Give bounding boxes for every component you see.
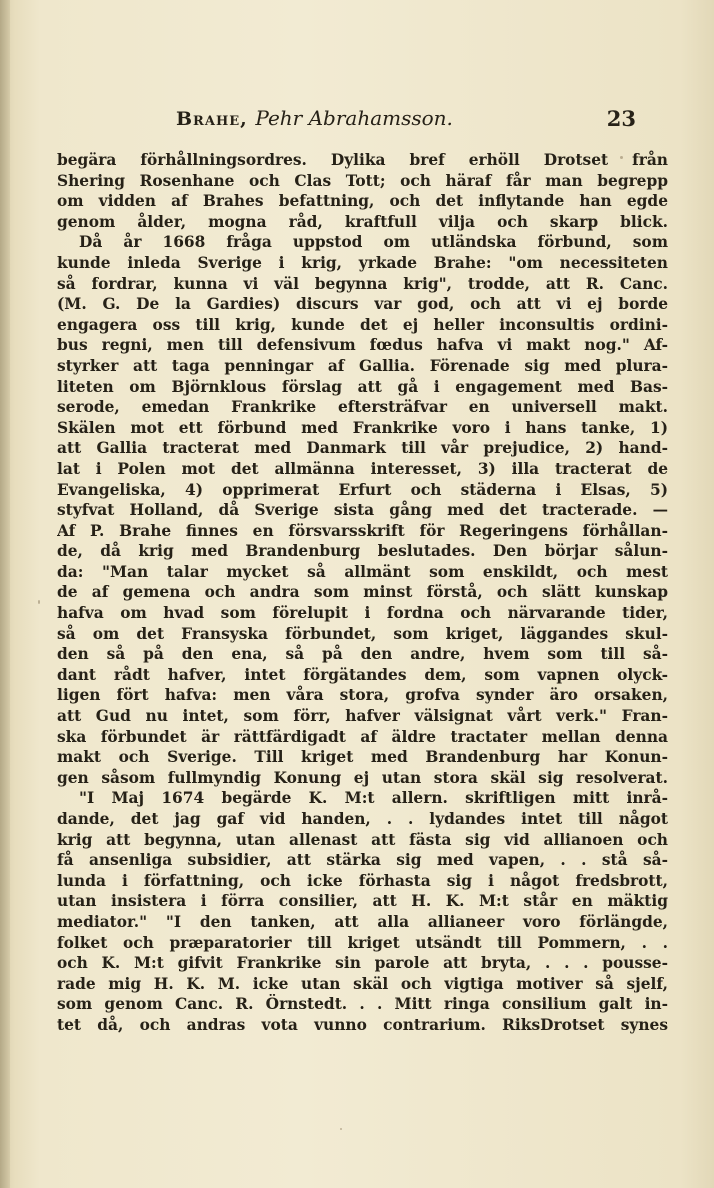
text-line: mediator." "I den tanken, att alla allianeer voro förlängde, [57, 912, 668, 931]
text-line: om vidden af Brahes befattning, och det inflytande han egde [57, 192, 668, 211]
text-line: lunda i författning, och icke förhasta sig i något fredsbrott, [57, 871, 668, 890]
text-line: kunde inleda Sverige i krig, yrkade Brahe: "om necessiteten [57, 253, 668, 272]
text-line: att Gallia tracterat med Danmark till vår prejudice, 2) hand- [57, 439, 668, 458]
text-line: så fordrar, kunna vi väl begynna krig", trodde, att R. Canc. [57, 274, 668, 293]
text-line: engagera oss till krig, kunde det ej heller inconsultis ordini- [57, 315, 668, 334]
text-line: styfvat Holland, då Sverige sista gång med det tracterade. — [57, 501, 668, 520]
text-line: (M. G. De la Gardies) discurs var god, och att vi ej borde [57, 295, 668, 314]
text-line: styrker att taga penningar af Gallia. Förenade sig med plura- [57, 356, 668, 375]
text-line: dant rådt hafver, intet förgätandes dem, som vapnen olyck- [57, 665, 668, 684]
text-line: "I Maj 1674 begärde K. M:t allern. skriftligen mitt inrå- [79, 789, 668, 808]
text-line: att Gud nu intet, som förr, hafver välsignat vårt verk." Fran- [57, 707, 668, 726]
text-line: begära förhållningsordres. Dylika bref erhöll Drotset från [57, 151, 668, 169]
text-line: Då år 1668 fråga uppstod om utländska förbund, som [79, 233, 668, 252]
text-line: hafva om hvad som förelupit i fordna och närvarande tider, [57, 604, 668, 623]
text-line: gen såsom fullmyndig Konung ej utan stora skäl sig resolverat. [57, 768, 668, 787]
paper-spot [340, 1128, 342, 1130]
running-head-title [176, 106, 453, 130]
text-line: genom ålder, mogna råd, kraftfull vilja och skarp blick. [57, 212, 668, 231]
text-line: som genom Canc. R. Örnstedt. . . Mitt ringa consilium galt in- [57, 995, 668, 1014]
text-line: liteten om Björnklous förslag att gå i engagement med Bas- [57, 377, 668, 396]
body-text [57, 150, 668, 1036]
text-line: krig att begynna, utan allenast att fästa sig vid allianoen och [57, 830, 668, 849]
page-number: 23 [606, 106, 636, 131]
text-line: da: "Man talar mycket så allmänt som enskildt, och mest [57, 562, 668, 581]
text-line: folket och præparatorier till kriget utsändt till Pommern, . . [57, 933, 668, 952]
author-given-name: Pehr Abrahamsson. [255, 106, 453, 130]
text-line: ska förbundet är rättfärdigadt af äldre tractater mellan denna [57, 727, 668, 746]
paper-spot [620, 156, 623, 159]
text-line: serode, emedan Frankrike eftersträfvar en universell makt. [57, 398, 668, 417]
text-line: rade mig H. K. M. icke utan skäl och vigtiga motiver så sjelf, [57, 974, 668, 993]
text-line: så om det Fransyska förbundet, som kriget, läggandes skul- [57, 624, 668, 643]
text-line: de af gemena och andra som minst förstå, och slätt kunskap [57, 583, 668, 602]
text-line: den så på den ena, så på den andre, hvem som till så- [57, 645, 668, 664]
text-line: Skälen mot ett förbund med Frankrike voro i hans tanke, 1) [57, 418, 668, 437]
text-line: tet då, och andras vota vunno contrarium. RiksDrotset synes [57, 1015, 668, 1034]
running-head [176, 106, 636, 140]
text-line: Shering Rosenhane och Clas Tott; och häraf får man begrepp [57, 171, 668, 190]
text-line: utan insistera i förra consilier, att H. K. M:t står en mäktig [57, 892, 668, 911]
text-line: få ansenliga subsidier, att stärka sig med vapen, . . stå så- [57, 851, 668, 870]
text-line: de, då krig med Brandenburg beslutades. Den börjar sålun- [57, 542, 668, 561]
text-line: Af P. Brahe finnes en försvarsskrift för Regeringens förhållan- [57, 521, 668, 540]
paper-spot [38, 600, 40, 604]
text-line: Evangeliska, 4) opprimerat Erfurt och städerna i Elsas, 5) [57, 480, 668, 499]
text-line: bus regni, men till defensivum fœdus hafva vi makt nog." Af- [57, 336, 668, 355]
text-line: ligen fört hafva: men våra stora, grofva synder äro orsaken, [57, 686, 668, 705]
binding-edge [0, 0, 10, 1188]
text-line: makt och Sverige. Till kriget med Brandenburg har Konun- [57, 748, 668, 767]
author-surname: Brahe, [176, 108, 248, 130]
text-line: lat i Polen mot det allmänna interesset, 3) illa tracterat de [57, 459, 668, 478]
text-line: dande, det jag gaf vid handen, . . lydandes intet till något [57, 810, 668, 828]
text-line: och K. M:t gifvit Frankrike sin parole att bryta, . . . pousse- [57, 954, 668, 973]
